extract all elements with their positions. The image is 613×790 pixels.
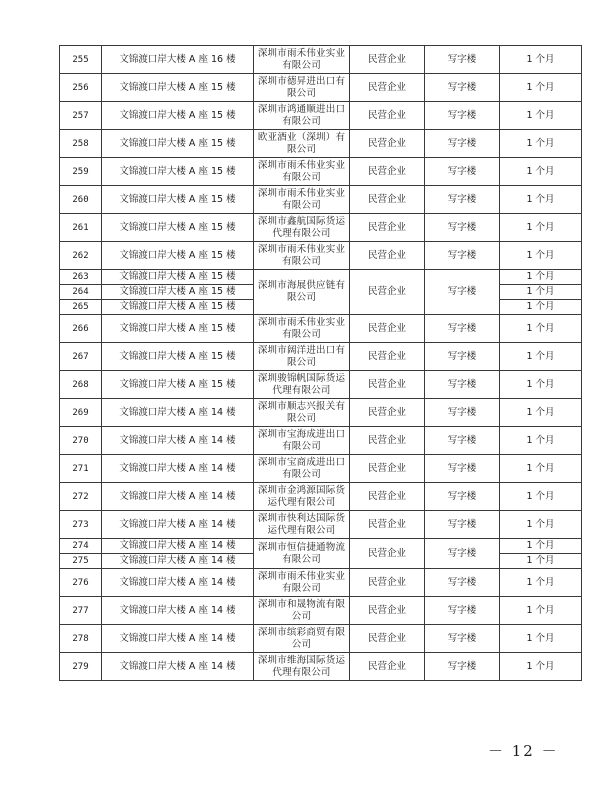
lease-term-cell: 1 个月 — [500, 186, 582, 214]
table-row — [60, 186, 582, 214]
lease-term-cell: 1 个月 — [500, 343, 582, 371]
lease-term-cell: 1 个月 — [500, 399, 582, 427]
location-cell: 文锦渡口岸大楼 A 座 14 楼 — [102, 653, 254, 681]
location-cell: 文锦渡口岸大楼 A 座 14 楼 — [102, 539, 254, 554]
company-cell: 深圳市雨禾伟业实业有限公司 — [254, 46, 350, 74]
company-cell: 深圳市雨禾伟业实业有限公司 — [254, 569, 350, 597]
row-number: 275 — [60, 554, 102, 569]
enterprise-type-cell: 民营企业 — [350, 130, 425, 158]
usage-cell: 写字楼 — [425, 427, 500, 455]
enterprise-type-cell: 民营企业 — [350, 483, 425, 511]
location-cell: 文锦渡口岸大楼 A 座 16 楼 — [102, 46, 254, 74]
lease-term-cell: 1 个月 — [500, 511, 582, 539]
usage-cell: 写字楼 — [425, 74, 500, 102]
enterprise-type-cell: 民营企业 — [350, 455, 425, 483]
lease-term-cell: 1 个月 — [500, 102, 582, 130]
lease-term-cell: 1 个月 — [500, 300, 582, 315]
usage-cell: 写字楼 — [425, 130, 500, 158]
lease-term-cell: 1 个月 — [500, 483, 582, 511]
row-number: 270 — [60, 427, 102, 455]
lease-table-body — [60, 46, 582, 681]
row-number: 268 — [60, 371, 102, 399]
company-cell: 深圳市和晟物流有限公司 — [254, 597, 350, 625]
row-number: 257 — [60, 102, 102, 130]
table-row — [60, 158, 582, 186]
location-cell: 文锦渡口岸大楼 A 座 14 楼 — [102, 455, 254, 483]
usage-cell: 写字楼 — [425, 539, 500, 569]
usage-cell: 写字楼 — [425, 511, 500, 539]
lease-term-cell: 1 个月 — [500, 653, 582, 681]
row-number: 279 — [60, 653, 102, 681]
company-cell: 深圳市金鸿源国际货运代理有限公司 — [254, 483, 350, 511]
enterprise-type-cell: 民营企业 — [350, 270, 425, 315]
table-row — [60, 130, 582, 158]
lease-table — [59, 45, 582, 681]
company-cell: 深圳市顺志兴报关有限公司 — [254, 399, 350, 427]
location-cell: 文锦渡口岸大楼 A 座 14 楼 — [102, 597, 254, 625]
enterprise-type-cell: 民营企业 — [350, 371, 425, 399]
location-cell: 文锦渡口岸大楼 A 座 15 楼 — [102, 242, 254, 270]
company-cell: 深圳市鸿通顺进出口有限公司 — [254, 102, 350, 130]
location-cell: 文锦渡口岸大楼 A 座 15 楼 — [102, 186, 254, 214]
table-row — [60, 597, 582, 625]
row-number: 273 — [60, 511, 102, 539]
table-row — [60, 214, 582, 242]
row-number: 277 — [60, 597, 102, 625]
lease-term-cell: 1 个月 — [500, 569, 582, 597]
usage-cell: 写字楼 — [425, 46, 500, 74]
company-cell: 深圳市缤彩商贸有限公司 — [254, 625, 350, 653]
usage-cell: 写字楼 — [425, 455, 500, 483]
table-row — [60, 483, 582, 511]
usage-cell: 写字楼 — [425, 625, 500, 653]
enterprise-type-cell: 民营企业 — [350, 539, 425, 569]
table-row — [60, 315, 582, 343]
location-cell: 文锦渡口岸大楼 A 座 14 楼 — [102, 511, 254, 539]
usage-cell: 写字楼 — [425, 569, 500, 597]
enterprise-type-cell: 民营企业 — [350, 186, 425, 214]
enterprise-type-cell: 民营企业 — [350, 343, 425, 371]
location-cell: 文锦渡口岸大楼 A 座 14 楼 — [102, 625, 254, 653]
table-row — [60, 102, 582, 130]
enterprise-type-cell: 民营企业 — [350, 242, 425, 270]
location-cell: 文锦渡口岸大楼 A 座 15 楼 — [102, 130, 254, 158]
enterprise-type-cell: 民营企业 — [350, 158, 425, 186]
location-cell: 文锦渡口岸大楼 A 座 14 楼 — [102, 399, 254, 427]
company-cell: 深圳市阔洋进出口有限公司 — [254, 343, 350, 371]
enterprise-type-cell: 民营企业 — [350, 569, 425, 597]
location-cell: 文锦渡口岸大楼 A 座 15 楼 — [102, 300, 254, 315]
lease-term-cell: 1 个月 — [500, 597, 582, 625]
enterprise-type-cell: 民营企业 — [350, 427, 425, 455]
usage-cell: 写字楼 — [425, 597, 500, 625]
location-cell: 文锦渡口岸大楼 A 座 15 楼 — [102, 270, 254, 285]
table-row — [60, 511, 582, 539]
row-number: 274 — [60, 539, 102, 554]
lease-term-cell: 1 个月 — [500, 74, 582, 102]
table-row — [60, 455, 582, 483]
enterprise-type-cell: 民营企业 — [350, 214, 425, 242]
row-number: 267 — [60, 343, 102, 371]
table-row — [60, 343, 582, 371]
usage-cell: 写字楼 — [425, 214, 500, 242]
company-cell: 深圳骏锦帆国际货运代理有限公司 — [254, 371, 350, 399]
location-cell: 文锦渡口岸大楼 A 座 15 楼 — [102, 214, 254, 242]
location-cell: 文锦渡口岸大楼 A 座 15 楼 — [102, 315, 254, 343]
enterprise-type-cell: 民营企业 — [350, 399, 425, 427]
company-cell: 深圳市快利达国际货运代理有限公司 — [254, 511, 350, 539]
table-row — [60, 569, 582, 597]
company-cell: 深圳市雨禾伟业实业有限公司 — [254, 315, 350, 343]
company-cell: 深圳市宝商成进出口有限公司 — [254, 455, 350, 483]
company-cell: 深圳市维海国际货运代理有限公司 — [254, 653, 350, 681]
lease-term-cell: 1 个月 — [500, 455, 582, 483]
usage-cell: 写字楼 — [425, 653, 500, 681]
enterprise-type-cell: 民营企业 — [350, 597, 425, 625]
enterprise-type-cell: 民营企业 — [350, 511, 425, 539]
table-row — [60, 371, 582, 399]
lease-term-cell: 1 个月 — [500, 539, 582, 554]
location-cell: 文锦渡口岸大楼 A 座 15 楼 — [102, 343, 254, 371]
company-cell: 欧亚酒业（深圳）有限公司 — [254, 130, 350, 158]
row-number: 264 — [60, 285, 102, 300]
enterprise-type-cell: 民营企业 — [350, 653, 425, 681]
company-cell: 深圳市雨禾伟业实业有限公司 — [254, 186, 350, 214]
row-number: 265 — [60, 300, 102, 315]
table-row — [60, 46, 582, 74]
row-number: 258 — [60, 130, 102, 158]
location-cell: 文锦渡口岸大楼 A 座 15 楼 — [102, 102, 254, 130]
enterprise-type-cell: 民营企业 — [350, 102, 425, 130]
lease-term-cell: 1 个月 — [500, 158, 582, 186]
lease-term-cell: 1 个月 — [500, 315, 582, 343]
usage-cell: 写字楼 — [425, 242, 500, 270]
table-row — [60, 539, 582, 554]
lease-term-cell: 1 个月 — [500, 242, 582, 270]
location-cell: 文锦渡口岸大楼 A 座 14 楼 — [102, 554, 254, 569]
row-number: 271 — [60, 455, 102, 483]
company-cell: 深圳市宝海成进出口有限公司 — [254, 427, 350, 455]
usage-cell: 写字楼 — [425, 270, 500, 315]
lease-term-cell: 1 个月 — [500, 46, 582, 74]
row-number: 276 — [60, 569, 102, 597]
enterprise-type-cell: 民营企业 — [350, 46, 425, 74]
lease-term-cell: 1 个月 — [500, 285, 582, 300]
row-number: 255 — [60, 46, 102, 74]
location-cell: 文锦渡口岸大楼 A 座 15 楼 — [102, 371, 254, 399]
row-number: 272 — [60, 483, 102, 511]
lease-term-cell: 1 个月 — [500, 554, 582, 569]
lease-term-cell: 1 个月 — [500, 371, 582, 399]
usage-cell: 写字楼 — [425, 186, 500, 214]
lease-term-cell: 1 个月 — [500, 625, 582, 653]
company-cell: 深圳市雨禾伟业实业有限公司 — [254, 242, 350, 270]
location-cell: 文锦渡口岸大楼 A 座 14 楼 — [102, 569, 254, 597]
usage-cell: 写字楼 — [425, 158, 500, 186]
row-number: 278 — [60, 625, 102, 653]
enterprise-type-cell: 民营企业 — [350, 625, 425, 653]
enterprise-type-cell: 民营企业 — [350, 315, 425, 343]
table-row — [60, 653, 582, 681]
usage-cell: 写字楼 — [425, 483, 500, 511]
row-number: 256 — [60, 74, 102, 102]
lease-term-cell: 1 个月 — [500, 427, 582, 455]
location-cell: 文锦渡口岸大楼 A 座 15 楼 — [102, 158, 254, 186]
row-number: 259 — [60, 158, 102, 186]
table-row — [60, 625, 582, 653]
company-cell: 深圳市德昇进出口有限公司 — [254, 74, 350, 102]
location-cell: 文锦渡口岸大楼 A 座 14 楼 — [102, 483, 254, 511]
location-cell: 文锦渡口岸大楼 A 座 14 楼 — [102, 427, 254, 455]
usage-cell: 写字楼 — [425, 315, 500, 343]
location-cell: 文锦渡口岸大楼 A 座 15 楼 — [102, 285, 254, 300]
location-cell: 文锦渡口岸大楼 A 座 15 楼 — [102, 74, 254, 102]
table-row — [60, 399, 582, 427]
row-number: 266 — [60, 315, 102, 343]
usage-cell: 写字楼 — [425, 371, 500, 399]
company-cell: 深圳市雨禾伟业实业有限公司 — [254, 158, 350, 186]
row-number: 269 — [60, 399, 102, 427]
company-cell: 深圳市海展供应链有限公司 — [254, 270, 350, 315]
usage-cell: 写字楼 — [425, 343, 500, 371]
table-row — [60, 427, 582, 455]
table-row — [60, 74, 582, 102]
row-number: 262 — [60, 242, 102, 270]
company-cell: 深圳市鑫航国际货运代理有限公司 — [254, 214, 350, 242]
company-cell: 深圳市恒信捷通物流有限公司 — [254, 539, 350, 569]
usage-cell: 写字楼 — [425, 102, 500, 130]
row-number: 263 — [60, 270, 102, 285]
table-row — [60, 242, 582, 270]
usage-cell: 写字楼 — [425, 399, 500, 427]
row-number: 260 — [60, 186, 102, 214]
table-row — [60, 270, 582, 285]
enterprise-type-cell: 民营企业 — [350, 74, 425, 102]
page-number: － 12 － — [488, 742, 559, 760]
row-number: 261 — [60, 214, 102, 242]
lease-term-cell: 1 个月 — [500, 130, 582, 158]
lease-term-cell: 1 个月 — [500, 270, 582, 285]
lease-term-cell: 1 个月 — [500, 214, 582, 242]
